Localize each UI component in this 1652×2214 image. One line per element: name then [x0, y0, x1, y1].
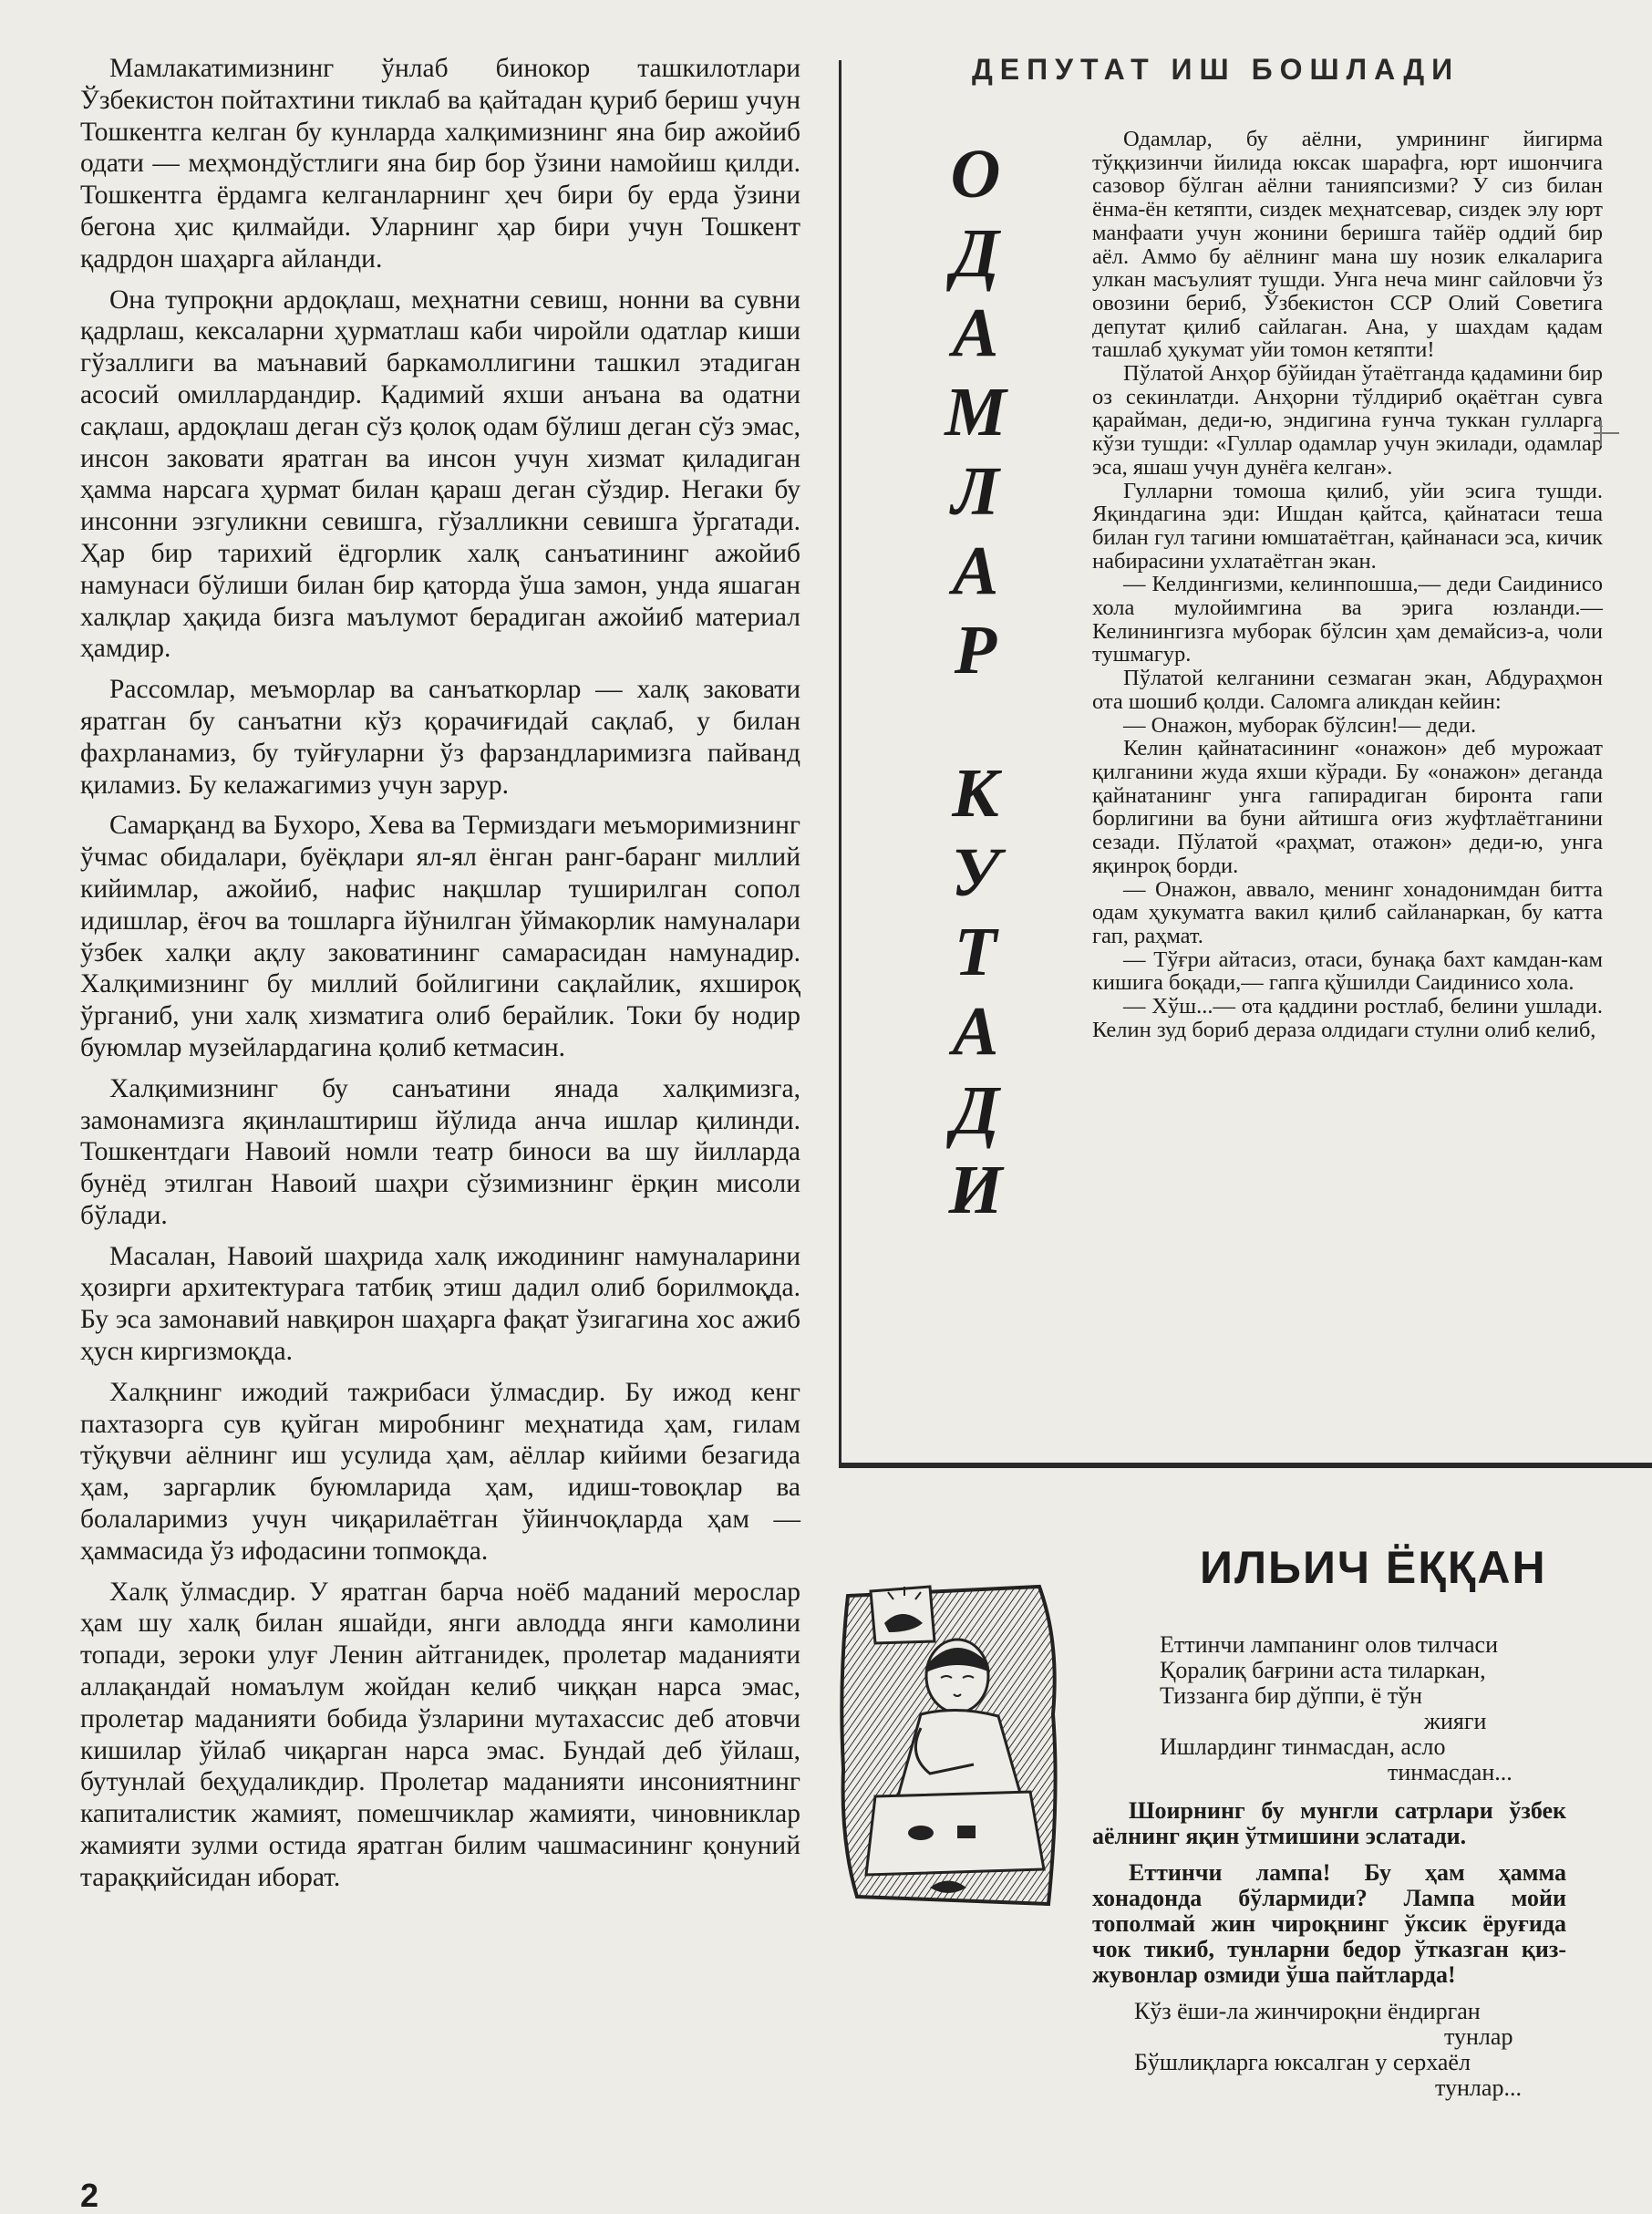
story-paragraph: Пўлатой келганини сезмаган экан, Абдураҳмон ота шошиб қолди. Саломга аликдан кейин:	[1092, 666, 1603, 714]
story-paragraph: Гулларни томоша қилиб, уйи эсига тушди. Яқиндагина эди: Ишдан қайтса, қайнатаси теша билан гул тагини юмшатаётган, қайнанаси эса, кичик набирасини ухлатаётган экан.	[1092, 478, 1603, 574]
vertical-title	[921, 135, 1030, 1230]
poem-line: Қоралиқ бағрини аста тиларкан,	[1160, 1657, 1486, 1683]
left-paragraph: Халқнинг ижодий тажрибаси ўлмасдир. Бу ижод кенг пахтазорга сув қуйган миробнинг меҳнатида ҳам, гилам тўқувчи аёлнинг иш усулида ҳам, аёллар кийими безагида ҳам, заргарлик буюмларида ҳам, идиш-товоқлар ва болаларимиз учун чиқарилаётган ўйинчоқларда ҳам — ҳаммасида ўз ифодасини топмоқда.	[80, 1377, 800, 1566]
left-article	[80, 53, 800, 1903]
story-paragraph: Одамлар, бу аёлни, умрининг йигирма тўққизинчи йилида юксак шарафга, юрт ишончига сазовор бўлган аёлни танияпсизми? У сиз билан ёнма-ён кетяпти, сиздек меҳнатсевар, сиздек элу юрт манфаати учун жонини беришга тайёр оддий бир аёл. Аммо бу аёлнинг мана шу нозик елкаларига улкан масъулият тушди. Унга неча минг сайловчи ўз овозини бериб, Ўзбекистон ССР Олий Советига депутат қилиб сайлаган. Ана, у шахдам қадам ташлаб ҳукумат уйи томон кетяпти!	[1092, 127, 1603, 363]
woman-sewing-illustration	[821, 1568, 1076, 1915]
poem-line: Тиззанга бир дўппи, ё тўн	[1160, 1682, 1423, 1709]
story-paragraph: — Тўғри айтасиз, отаси, бунақа бахт камдан-кам кишига боқади,— гапга қўшилди Саидинисо хола.	[1092, 947, 1603, 996]
title-letter: К	[952, 755, 999, 832]
title-letter: О	[950, 136, 1001, 212]
page-number: 2	[80, 2177, 99, 2214]
poem-commentary: Шоирнинг бу мунгли сатрлари ўзбек аёлнинг яқин ўтмишини эслатади.	[1092, 1797, 1566, 1849]
title-letter: Л	[951, 453, 1000, 530]
left-paragraph: Рассомлар, меъморлар ва санъаткорлар — халқ заковати яратган бу санъатни кўз қорачиғидай сақлаб, у билан фахрланамиз, бу туйғуларни ўз фарзандларимизга пайванд қиламиз. Бу келажагимиз учун зарур.	[80, 675, 800, 800]
poem-stanza	[1092, 1999, 1566, 2101]
title-letter: Т	[954, 914, 997, 990]
poem-commentary: Еттинчи лампа! Бу ҳам ҳамма хонадонда бўлармиди? Лампа мойи тополмай жин чироқнинг ўксик ёруғида чок тикиб, тунларни бедор ўтказган қиз-жувонлар озмиди ўша пайтларда!	[1092, 1859, 1566, 1988]
section-divider-horizontal	[839, 1463, 1652, 1468]
left-paragraph: Халқ ўлмасдир. У яратган барча ноёб маданий мерослар ҳам шу халқ билан яшайди, янги авлодда янги камолини топади, зероки улуғ Ленин айтганидек, пролетар маданияти аллақандай номаълум жойдан келиб чиққан нарса эмас, пролетар маданияти бобида ўзларини мутахассис деб атовчи кишилар ўйлаб чиқарган нарса эмас. Бундай деб ўйлаш, бутунлай беҳудаликдир. Пролетар маданияти инсониятнинг капиталистик жамият, помешчиклар жамияти, чиновниклар жамияти зулми остида яратган билим чашмасининг қонуний тараққийсидан иборат.	[80, 1577, 800, 1892]
title-letter: Р	[954, 612, 997, 688]
poem-stanza	[1092, 1632, 1566, 1785]
left-paragraph: Мамлакатимизнинг ўнлаб бинокор ташкилотлари Ўзбекистон пойтахтини тиклаб ва қайтадан қуриб бериш учун Тошкентга келган бу кунларда халқимизнинг яна бир ажойиб одати — меҳмондўстлиги яна бир бор ўзини намойиш қилди. Тошкентга ёрдамга келганларнинг ҳеч бири бу ерда ўзини бегона ҳис қилмайди. Уларнинг ҳар бири учун Тошкент қадрдон шаҳарга айланди.	[80, 54, 800, 274]
story-paragraph: Келин қайнатасининг «онажон» деб мурожаат қилганини жуда яхши кўради. Бу «онажон» деганда қайнатанинг унга гапирадиган биронта гапи борлигини ва буни айтишга оғиз жуфтлаётганини сезади. Пўлатой «раҳмат, отажон» деди-ю, унга яқинроқ борди.	[1092, 736, 1603, 878]
poem-line: тинмасдан...	[1388, 1759, 1513, 1785]
poem-line: Кўз ёши-ла жинчироқни ёндирган	[1134, 1998, 1481, 2024]
poem-line: Еттинчи лампанинг олов тилчаси	[1160, 1631, 1498, 1658]
margin-mark-icon	[1590, 415, 1623, 451]
title-letter: И	[948, 1152, 1003, 1228]
poem-body	[1092, 1632, 1566, 2114]
left-paragraph: Халқимизнинг бу санъатини янада халқимизга, замонамизга яқинлаштириш йўлида анча ишлар қилинди. Тошкентдаги Навоий номли театр биноси ва шу йилларда бунёд этилган Навоий шаҳри сўзимизнинг ёрқин мисоли бўлади.	[80, 1073, 800, 1230]
title-letter: У	[951, 834, 1000, 911]
title-letter: Д	[952, 1072, 999, 1149]
rubric-heading: ДЕПУТАТ ИШ БОШЛАДИ	[972, 53, 1461, 86]
poem-title: ИЛЬИЧ ЁҚҚАН	[1200, 1542, 1547, 1593]
title-letter: М	[945, 374, 1007, 450]
poem-line: Ишлардинг тинмасдан, асло	[1160, 1733, 1446, 1760]
poem-line: тунлар...	[1435, 2074, 1522, 2101]
story-paragraph: — Келдингизми, келинпошша,— деди Саидинисо хола мулойимгина ва эрига юзланди.— Келинингизга муборак бўлсин ҳам демайсиз-а, чоли тушмагур.	[1092, 572, 1603, 667]
title-gap	[921, 690, 1030, 754]
story-paragraph: — Онажон, аввало, менинг хонадонимдан битта одам ҳукуматга вакил қилиб сайланаркан, бу катта гап, раҳмат.	[1092, 876, 1603, 948]
left-paragraph: Самарқанд ва Бухоро, Хева ва Термиздаги меъморимизнинг ўчмас обидалари, буёқлари ял-ял ёнган ранг-баранг миллий кийимлар, ажойиб, нафис нақшлар туширилган сопол идишлар, ёғоч ва тошларга йўнилган ўймакорлик намуналари ўзбек халқи ақлу заковатининг самарасидан намунадир. Халқимизнинг бу миллий бойлигини сақлайлик, яхшироқ ўрганиб, уни халқ хизматига олиб берайлик. Токи бу нодир буюмлар музейлардагина қолиб кетмасин.	[80, 811, 800, 1062]
story-column	[1092, 128, 1603, 1041]
story-paragraph: — Хўш...— ота қаддини ростлаб, белини ушлади. Келин зуд бориб дераза олдидаги стулни олиб келиб,	[1092, 994, 1603, 1042]
title-letter: Д	[952, 215, 999, 292]
title-letter: А	[952, 295, 999, 371]
title-letter: А	[952, 533, 999, 609]
story-paragraph: — Онажон, муборак бўлсин!— деди.	[1123, 712, 1477, 738]
left-paragraph: Масалан, Навоий шаҳрида халқ ижодининг намуналарини ҳозирги архитектурага татбиқ этиш дадил олиб борилмоқда. Бу эса замонавий навқирон шаҳарга фақат ўзигагина хос ажиб ҳусн киргизмоқда.	[80, 1241, 800, 1367]
poem-line: Бўшлиқларга юксалган у серхаёл	[1134, 2049, 1471, 2075]
story-paragraph: Пўлатой Анҳор бўйидан ўтаётганда қадамини бир оз секинлатди. Анҳорни тўлдириб оқаётган сувга қарайман, деди-ю, эндигина ғунча туккан гулларга кўзи тушди: «Гуллар одамлар учун экилади, одамлар эса, яшаш учун дунёга келган».	[1092, 361, 1603, 480]
poem-line: жияги	[1424, 1708, 1487, 1734]
title-letter: А	[952, 993, 999, 1070]
poem-line: тунлар	[1444, 2023, 1513, 2050]
left-paragraph: Она тупроқни ардоқлаш, меҳнатни севиш, нонни ва сувни қадрлаш, кексаларни ҳурматлаш каби чиройли одатлар киши гўзаллиги ва маънавий баркамоллигини ташкил этадиган асосий омиллардандир. Қадимий яхши анъана ва одатни сақлаш, ардоқлаш деган сўз қолоқ одам бўлиш деган сўз эмас, инсон заковати яратган ва инсон учун хизмат қиладиган ҳамма нарсага ҳурмат билан қараш деган сўздир. Негаки бу инсонни эзгуликни севишга, гўзалликни севишга ўргатади. Ҳар бир тарихий ёдгорлик халқ санъатининг ажойиб намунаси бўлиши билан бир қаторда ўша замон, унда яшаган халқлар ҳақида бизга маълумот берадиган ажойиб материал ҳамдир.	[80, 285, 800, 664]
section-divider-vertical	[839, 60, 841, 1464]
